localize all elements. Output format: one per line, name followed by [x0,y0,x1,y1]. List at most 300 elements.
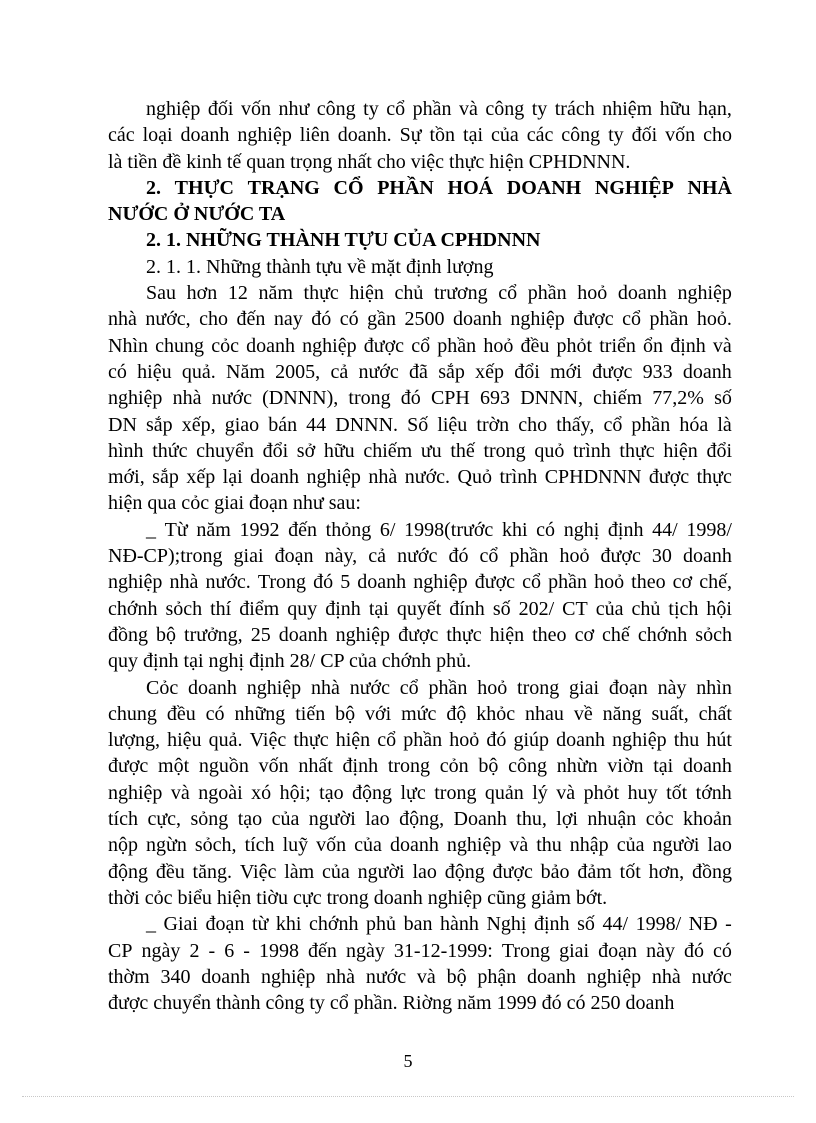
word: nhất [298,755,333,778]
text-line: NƯỚC Ở NƯỚC TA [108,203,286,226]
word: định [607,518,644,541]
word: 1998 [258,939,299,962]
word: chế, [699,571,732,594]
word: định [534,913,570,936]
word: 31-12-1999: [393,939,493,962]
word: đến [236,308,266,331]
word: đối [207,98,234,120]
word: phần [437,334,477,357]
word: hút [706,729,732,752]
word: hiện [335,729,371,752]
text-line [108,938,732,964]
word: các [526,124,554,147]
word: cực, [147,808,182,831]
word: nghiệp [108,781,163,804]
word: 2 [189,939,200,962]
word: Năm [226,360,265,383]
word: đó [313,571,334,594]
word: hình [108,439,144,462]
word: 77,2% [652,387,704,410]
word: này [646,939,675,962]
word: tạo [319,781,344,804]
word: cỏc [645,808,674,831]
word: - [725,913,732,936]
word: DOANH [506,176,582,199]
word: ty [531,98,548,120]
word: liệu [437,413,468,436]
word: ty [363,98,379,120]
word: khi [275,913,302,936]
word: nước [365,965,407,988]
word: luỹ [282,834,309,857]
text-line [108,517,732,543]
word: chuyển [196,439,254,462]
word: nghiệp [510,308,565,331]
word: được [363,334,405,357]
word: nguồn [198,755,249,778]
word: 44/ [602,913,629,936]
word: doanh [389,834,439,857]
word: được [492,860,533,883]
word: công [485,98,525,120]
word: động [352,781,393,804]
word: đã [409,360,428,383]
word: hữu [323,439,355,462]
word: nhà [368,466,398,489]
word: 25 [250,623,271,646]
word: của [595,597,624,620]
word: quy [287,597,318,620]
word: quản [484,781,524,804]
word: doanh [682,755,732,778]
text-line [108,727,732,753]
text-line [108,333,732,359]
word: một [158,755,190,778]
word: thỏng [325,518,372,541]
word: đổi [262,439,289,462]
word: bảo [540,860,570,883]
word: liên [299,124,330,147]
word: chớnh [637,623,688,646]
word: tại [368,597,389,620]
word: phần [649,308,689,331]
word: 693 [480,387,511,410]
word: triển [599,334,636,357]
word: Nghị [486,913,527,936]
word: và [556,781,576,804]
word: cổ [479,545,499,568]
word: hội [706,597,732,620]
word: 6 [224,939,235,962]
word: của [354,834,382,857]
word: Trong [501,939,551,962]
word: doanh [188,676,237,699]
word: nhà [310,676,340,699]
word: Việc [239,860,277,883]
word: suất, [651,702,689,725]
text-line [108,596,732,622]
word: động [108,860,148,883]
word: doanh [617,282,667,305]
text-line [108,96,732,122]
word: cổ [411,334,431,357]
word: đó [486,729,507,752]
word: nay [273,308,303,331]
word: và [458,98,478,120]
word: đoạn [608,676,648,699]
word: _ [146,518,156,541]
text-line [108,543,732,569]
word: vốn [665,124,696,147]
word: doanh [453,308,502,331]
word: 44 [306,413,327,436]
word: công [508,755,548,778]
word: sắp [438,360,465,383]
word: đoạn [274,545,314,568]
word: 44/ [652,518,678,541]
word: nhà [326,965,356,988]
word: thế [450,439,475,462]
word: lực [400,781,426,804]
word: thực [293,729,329,752]
word: nghiệp [246,676,302,699]
word: đổi [706,439,732,462]
word: 1998(trước [404,518,494,541]
word: cỏc [211,334,239,357]
word: DNNN. [335,413,399,436]
word: ngoài [198,781,243,804]
text-line [108,569,732,595]
word: đó [311,308,332,331]
word: doanh [201,965,251,988]
word: tớnh [695,781,732,804]
word: đảm [577,860,612,883]
word: trong [387,755,431,778]
word: thờm [108,965,150,988]
word: doanh [246,334,296,357]
word: 6/ [379,518,396,541]
word: vốn [316,834,347,857]
word: doanh [250,466,300,489]
word: giai [569,676,600,699]
word: hóa [679,413,709,436]
word: cho [199,308,229,331]
word: động [444,860,485,883]
word: có [205,702,225,725]
word: cổ [603,413,623,436]
word: đều [166,702,196,725]
word: thực [696,466,732,489]
word: được [474,571,516,594]
word: của [490,124,519,147]
word: nghiệp [586,965,642,988]
word: đổi [514,360,540,383]
word: xó [251,781,272,804]
word: sắp [145,413,173,436]
word: doanh. [337,124,392,147]
word: trưởng, [184,623,243,646]
word: sỏch [165,597,203,620]
word: bộ [446,965,467,988]
word: thu [673,729,700,752]
word: doanh [527,965,576,988]
word: Doanh [453,808,507,831]
word: công [561,124,601,147]
word: phần [403,729,443,752]
word: mới [550,360,582,383]
word: hiện [663,439,698,462]
word: đó [684,939,704,962]
word: TRẠNG [247,176,320,199]
text-line [108,753,732,779]
word: và [416,965,436,988]
word: doanh [556,729,606,752]
word: chung [155,334,205,357]
word: nghiệp [237,124,292,147]
text-line [108,306,732,332]
word: như [278,98,310,120]
word: giúp [513,729,550,752]
word: phần [509,545,549,568]
word: nghị [563,518,600,541]
word: hoỏ. [696,308,732,331]
word: vốn [258,755,289,778]
text-line [108,622,732,648]
word: độ [446,702,467,725]
word: định [342,755,379,778]
word: đến [288,518,318,541]
word: nhìn [696,676,732,699]
word: nghiệp [108,571,163,594]
word: phần [548,571,587,594]
word: đính [449,597,485,620]
text-line [108,701,732,727]
word: hiệu [137,360,172,383]
word: lợi [556,808,578,831]
word: chớnh [108,597,158,620]
word: đồng [108,623,148,646]
word: trình [499,466,538,489]
word: khỏc [476,702,516,725]
word: của [322,860,350,883]
word: phần [527,282,567,305]
word: nhuận [587,808,637,831]
word: nước [397,545,438,568]
word: bộ [478,755,499,778]
word: huy [627,781,658,804]
word: cả [368,545,386,568]
word: xếp, [181,413,216,436]
word: nghiệp [302,334,357,357]
word: công [316,98,356,120]
word: bán [268,413,298,436]
word: hoỏ [577,282,608,305]
word: loại [142,124,173,147]
word: định [670,334,706,357]
word: 2005, [275,360,321,383]
word: trong [348,387,391,410]
word: cổ [399,676,419,699]
word: ngày [141,939,181,962]
word: phủ [366,913,397,936]
text-line [108,359,732,385]
word: cho [518,413,548,436]
word: của [271,808,300,831]
word: đến [308,939,337,962]
word: quỏ [534,439,565,462]
word: (DNNN), [262,387,339,410]
word: quyết [396,597,442,620]
word: thực [446,623,482,646]
word: CPH [430,387,470,410]
word: CT [562,597,588,620]
text-line: 2. 1. 1. Những thành tựu về mặt định lượng [146,255,494,278]
word: hiệu [167,729,202,752]
word: và [170,781,190,804]
word: phần [428,676,468,699]
word: theo [532,623,567,646]
word: về [573,702,593,725]
word: số [492,597,511,620]
text-line: được chuyển thành công ty cổ phần. Riờng năm 1999 đó có 250 doanh [108,992,675,1015]
word: nhau [525,702,564,725]
word: lao [707,834,732,857]
word: xếp [475,360,505,383]
word: giai [559,939,590,962]
word: Cỏc [146,676,179,699]
text-line [108,859,732,885]
word: CPHDNNN [544,466,642,489]
word: phỏt [583,781,620,804]
word: tại [653,755,674,778]
word: đối [631,124,658,147]
text-line: là tiền đề kinh tế quan trọng nhất cho việc thực hiện CPHDNNN. [108,150,631,173]
word: ty [608,124,624,147]
word: 5 [340,571,351,594]
word: phần [631,413,671,436]
word: nước. [205,571,251,594]
text-line [108,412,732,438]
word: Việc [249,729,287,752]
word: nghiệp [677,282,732,305]
word: DN [108,413,137,436]
word: nghiệp [260,965,316,988]
word: tích [108,808,138,831]
word: số [577,913,595,936]
text-line [108,385,732,411]
word: tiến [295,702,326,725]
word: HOÁ [447,176,494,199]
word: đồng [692,860,732,883]
word: lao [412,860,437,883]
word: nước [691,965,732,988]
word: hoỏ [477,676,508,699]
word: đoạn [205,913,245,936]
word: ổn [643,334,664,357]
word: mức [401,702,437,725]
word: nước. [404,466,451,489]
word: doanh [180,124,230,147]
word: năm [196,518,231,541]
word: nhập [569,834,609,857]
word: hành [440,913,479,936]
word: 2. [146,176,161,199]
word: năm [258,282,293,305]
word: động, [399,808,445,831]
word: thực [303,282,339,305]
word: chung [108,702,157,725]
word: sở [296,439,316,462]
word: cổ [377,729,397,752]
word: nước, [145,308,191,331]
word: trờn [476,413,510,436]
text-line: 2. 1. NHỮNG THÀNH TỰU CỦA CPHDNNN [146,229,541,252]
word: Từ [164,518,188,541]
word: 2500 [404,308,445,331]
word: lượng, [108,729,160,752]
word: hội; [279,781,311,804]
word: Nhìn [108,334,148,357]
word: - [243,939,250,962]
word: nhà [169,571,199,594]
word: nghiệp [335,623,391,646]
word: ngừn [146,834,187,857]
word: có [713,939,732,962]
word: _ [146,913,156,936]
word: nhà [651,965,681,988]
word: nước [358,360,399,383]
word: hoỏ [559,545,590,568]
text-line [108,911,732,937]
word: có [339,308,359,331]
text-line [108,832,732,858]
word: được [592,360,633,383]
word: nghiệp [108,387,163,410]
word: nhiệm [602,98,653,120]
text-line [108,964,732,990]
text-line [108,280,732,306]
word: hơn [186,282,218,305]
word: cơ [574,623,595,646]
word: tích [244,834,275,857]
word: nghiệp [446,834,502,857]
word: đoạn [598,939,638,962]
word: hơn, [648,860,685,883]
word: và [712,334,732,357]
word: thức [152,439,188,462]
word: chủ [631,597,661,620]
word: hiện [349,282,384,305]
word: cả [330,360,349,383]
word: sỏch, [194,834,237,857]
word: nộp [108,834,138,857]
word: cho [703,124,732,147]
word: tịch [668,597,699,620]
word: trong [483,439,526,462]
word: được [398,623,439,646]
word: chế [602,623,630,646]
word: trong [434,781,477,804]
word: những [234,702,286,725]
word: 1998/ [686,518,732,541]
word: viờn [607,755,644,778]
word: đó [400,387,421,410]
word: tạo [237,808,263,831]
word: điểm [239,597,280,620]
word: nghiệp [413,571,468,594]
word: chất [698,702,732,725]
page-number: 5 [403,1051,413,1071]
